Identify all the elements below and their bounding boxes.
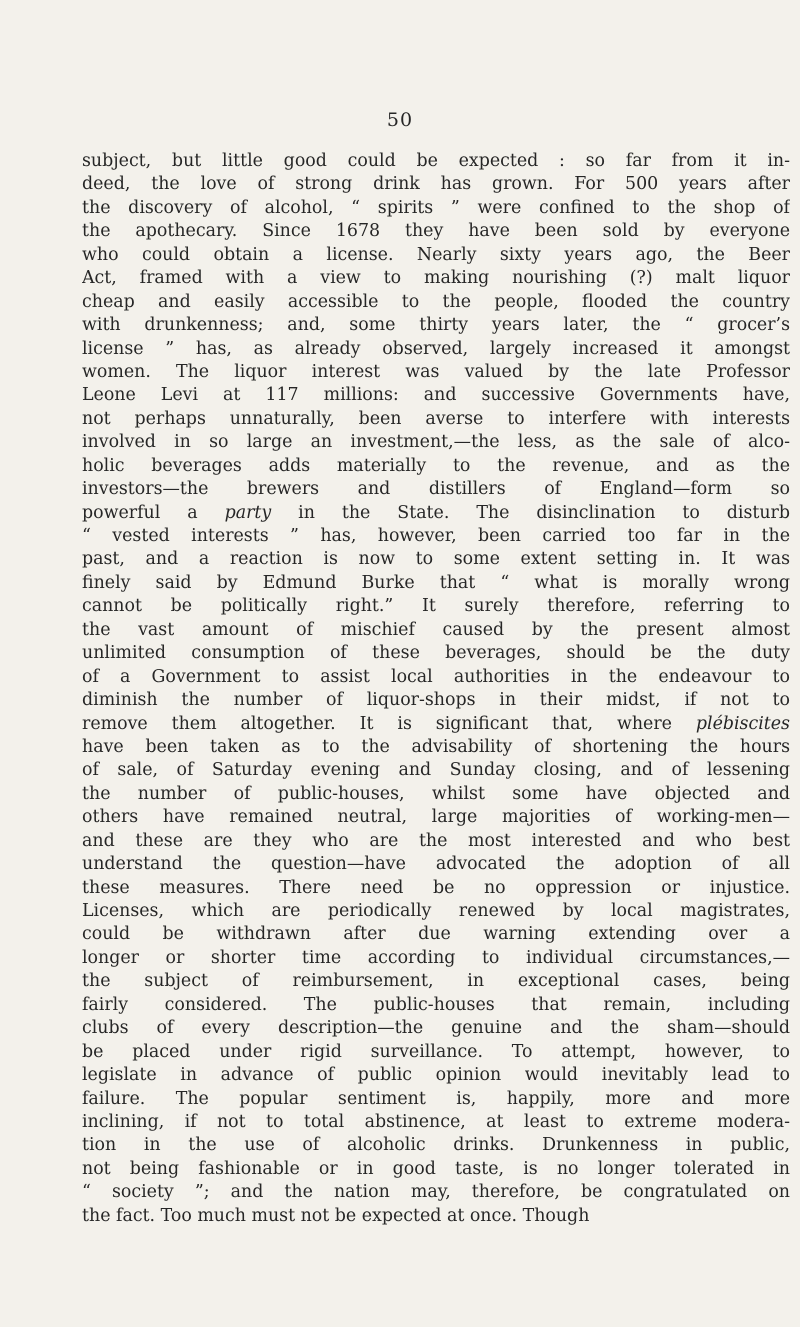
text-line: clubs of every description—the genuine and the sham—should bbox=[82, 1018, 790, 1039]
text-line: failure. The popular sentiment is, happily, more and more bbox=[82, 1088, 790, 1109]
text-line: tion in the use of alcoholic drinks. Drunkenness in public, bbox=[82, 1135, 790, 1156]
text-line: cheap and easily accessible to the people, flooded the country bbox=[82, 291, 790, 312]
text-line: the fact. Too much must not be expected at once. Though bbox=[82, 1205, 590, 1226]
text-line: the vast amount of mischief caused by the present almost bbox=[82, 619, 790, 640]
text-line: be placed under rigid surveillance. To attempt, however, to bbox=[82, 1041, 790, 1062]
text-line: remove them altogether. It is significant that, where plébiscites bbox=[82, 713, 790, 734]
text-line: of sale, of Saturday evening and Sunday closing, and of lessening bbox=[82, 760, 790, 781]
text-line: “ society ”; and the nation may, therefore, be congratulated on bbox=[82, 1182, 790, 1203]
italic-word: plébiscites bbox=[695, 713, 790, 734]
text-line: cannot be politically right.” It surely therefore, referring to bbox=[82, 596, 790, 617]
text-line: the discovery of alcohol, “ spirits ” were confined to the shop of bbox=[82, 197, 790, 218]
text-line: license ” has, as already observed, largely increased it amongst bbox=[82, 338, 790, 359]
text-line: and these are they who are the most interested and who best bbox=[82, 830, 790, 851]
text-line: past, and a reaction is now to some extent setting in. It was bbox=[82, 549, 790, 570]
text-line: could be withdrawn after due warning extending over a bbox=[82, 924, 790, 945]
text-line: diminish the number of liquor-shops in their midst, if not to bbox=[82, 690, 790, 711]
text-line: Leone Levi at 117 millions: and successive Governments have, bbox=[82, 385, 790, 406]
text-line: investors—the brewers and distillers of England—form so bbox=[82, 479, 790, 500]
text-line: powerful a party in the State. The disinclination to disturb bbox=[82, 502, 790, 523]
text-line: Act, framed with a view to making nourishing (?) malt liquor bbox=[82, 268, 790, 289]
page-number: 50 bbox=[386, 109, 414, 131]
text-line: of a Government to assist local authorities in the endeavour to bbox=[82, 666, 790, 687]
text-line: fairly considered. The public-houses that remain, including bbox=[82, 994, 790, 1015]
text-line: “ vested interests ” has, however, been carried too far in the bbox=[82, 526, 790, 546]
text-line: Licenses, which are periodically renewed by local magistrates, bbox=[82, 901, 790, 921]
text-line: the apothecary. Since 1678 they have been sold by everyone bbox=[82, 221, 790, 242]
text-line: inclining, if not to total abstinence, at least to extreme modera- bbox=[82, 1111, 790, 1132]
body-text bbox=[82, 150, 790, 1228]
text-line: legislate in advance of public opinion would inevitably lead to bbox=[82, 1065, 790, 1086]
text-line: finely said by Edmund Burke that “ what is morally wrong bbox=[82, 572, 790, 593]
text-line: longer or shorter time according to individual circumstances,— bbox=[82, 947, 790, 968]
text-line: not being fashionable or in good taste, is no longer tolerated in bbox=[82, 1158, 790, 1179]
italic-word: party bbox=[224, 502, 272, 523]
text-line: the subject of reimbursement, in exceptional cases, being bbox=[82, 971, 790, 992]
text-line: these measures. There need be no oppression or injustice. bbox=[82, 877, 790, 898]
text-line: have been taken as to the advisability of shortening the hours bbox=[82, 736, 790, 757]
text-line: not perhaps unnaturally, been averse to interfere with interests bbox=[82, 408, 790, 429]
text-line: women. The liquor interest was valued by the late Professor bbox=[82, 361, 790, 382]
text-line: understand the question—have advocated the adoption of all bbox=[82, 854, 790, 875]
text-line: with drunkenness; and, some thirty years later, the “ grocer’s bbox=[82, 315, 790, 336]
text-line: who could obtain a license. Nearly sixty years ago, the Beer bbox=[82, 244, 790, 265]
text-line: holic beverages adds materially to the revenue, and as the bbox=[82, 455, 790, 476]
text-line: others have remained neutral, large majorities of working-men— bbox=[82, 807, 790, 828]
text-line: unlimited consumption of these beverages, should be the duty bbox=[82, 643, 790, 664]
text-line: subject, but little good could be expected : so far from it in- bbox=[82, 151, 790, 171]
text-line: the number of public-houses, whilst some have objected and bbox=[82, 783, 790, 804]
text-line: involved in so large an investment,—the less, as the sale of alco- bbox=[82, 432, 790, 453]
text-line: deed, the love of strong drink has grown. For 500 years after bbox=[82, 174, 790, 195]
